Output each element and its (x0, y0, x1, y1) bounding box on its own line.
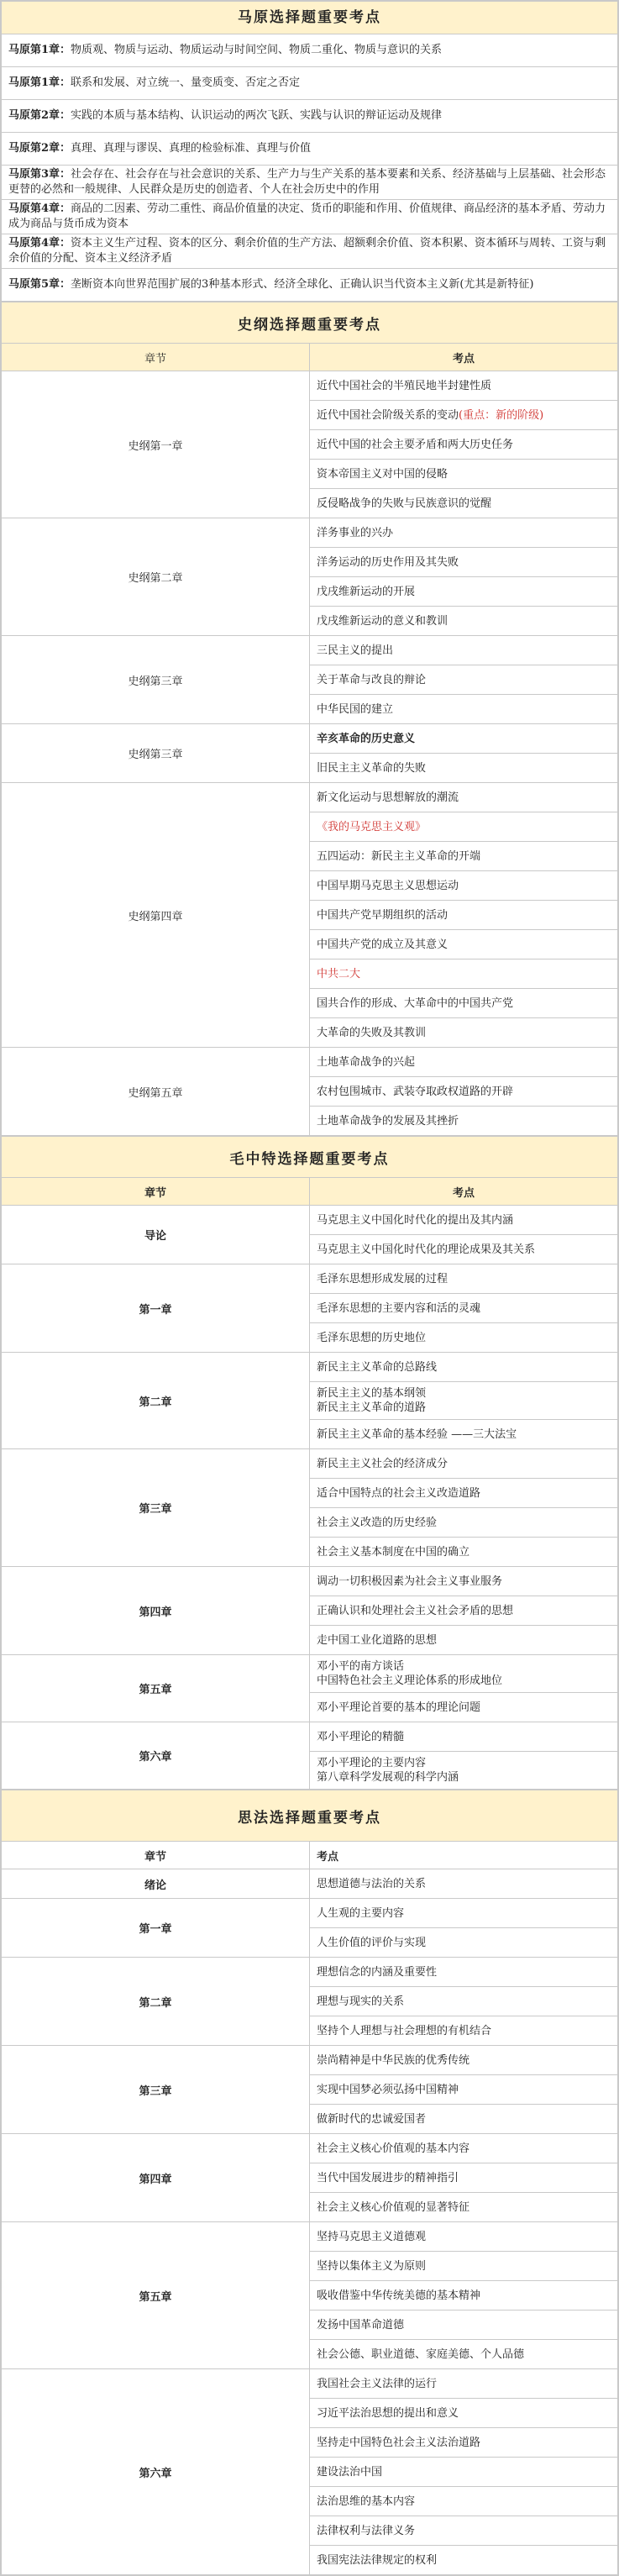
sixiu-point: 法律权利与法律义务 (310, 2516, 618, 2546)
shigang-row (2, 636, 618, 665)
mayuan-cell (2, 100, 618, 133)
shigang-point: 国共合作的形成、大革命中的中国共产党 (317, 996, 514, 1010)
shigang-point: 戊戌维新运动的开展 (317, 585, 416, 598)
shigang-point-cell (310, 783, 618, 812)
sixiu-title: 思法选择题重要考点 (2, 1790, 618, 1842)
sixiu-chapter: 第六章 (2, 2369, 310, 2575)
shigang-table (1, 302, 618, 1136)
mao-point: 新民主主义社会的经济成分 (317, 1457, 449, 1470)
sixiu-point: 实现中国梦必须弘扬中国精神 (310, 2075, 618, 2105)
shigang-row (2, 518, 618, 548)
mao-point-cell (310, 1382, 618, 1420)
shigang-point-cell (310, 989, 618, 1018)
shigang-point: 辛亥革命的历史意义 (317, 732, 416, 745)
shigang-point: 近代中国社会的半殖民地半封建性质 (317, 379, 492, 392)
mao-table (1, 1136, 618, 1790)
mao-point: 调动一切积极因素为社会主义事业服务 (317, 1575, 503, 1588)
mayuan-cell (2, 34, 618, 67)
mayuan-cell (2, 166, 618, 200)
shigang-point: 洋务事业的兴办 (317, 526, 394, 539)
shigang-point: 近代中国社会阶级关系的变动 (317, 408, 459, 422)
shigang-point: 大革命的失败及其教训 (317, 1026, 427, 1039)
sixiu-point: 法治思维的基本内容 (310, 2487, 618, 2516)
mao-chapter: 第六章 (2, 1722, 310, 1790)
mayuan-point: 联系和发展、对立统一、量变质变、否定之否定 (71, 76, 301, 89)
shigang-point: 土地革命战争的兴起 (317, 1055, 416, 1069)
mao-row (2, 1655, 618, 1693)
shigang-point: 三民主义的提出 (317, 644, 394, 657)
shigang-point: 中国共产党的成立及其意义 (317, 938, 449, 951)
shigang-point-cell (310, 959, 618, 989)
shigang-point-cell (310, 842, 618, 871)
shigang-point-note: (重点：新的阶级) (459, 408, 544, 422)
sixiu-point: 习近平法治思想的提出和意义 (310, 2399, 618, 2428)
mayuan-point: 真理、真理与谬误、真理的检验标准、真理与价值 (71, 142, 312, 155)
shigang-point: 新文化运动与思想解放的潮流 (317, 791, 459, 804)
mao-point-cell (310, 1449, 618, 1479)
mao-point: 马克思主义中国化时代化的提出及其内涵 (317, 1213, 514, 1227)
shigang-chapter: 史纲第二章 (2, 518, 310, 636)
shigang-point: 中国早期马克思主义思想运动 (317, 879, 459, 892)
mayuan-row (2, 100, 618, 133)
mao-chapter: 第五章 (2, 1655, 310, 1722)
shigang-point-cell (310, 577, 618, 607)
mayuan-table (1, 1, 618, 302)
shigang-chapter: 史纲第四章 (2, 783, 310, 1048)
mao-chapter: 第二章 (2, 1353, 310, 1449)
mao-point-cell (310, 1752, 618, 1790)
mayuan-row (2, 166, 618, 200)
mao-point: 毛泽东思想形成发展的过程 (317, 1272, 449, 1285)
shigang-point-cell (310, 518, 618, 548)
mayuan-chapter: 马原第2章： (8, 142, 71, 155)
mao-point: 第八章科学发展观的科学内涵 (317, 1771, 459, 1784)
mayuan-cell (2, 67, 618, 100)
mayuan-row (2, 200, 618, 234)
mayuan-row (2, 34, 618, 67)
mayuan-point: 物质观、物质与运动、物质运动与时间空间、物质二重化、物质与意识的关系 (71, 44, 443, 56)
sixiu-chapter: 第三章 (2, 2046, 310, 2134)
shigang-point-cell (310, 871, 618, 901)
shigang-header-point: 考点 (310, 344, 618, 371)
shigang-point: 戊戌维新运动的意义和教训 (317, 614, 449, 628)
mao-point-cell (310, 1655, 618, 1693)
sixiu-point: 建设法治中国 (310, 2458, 618, 2487)
mao-point: 正确认识和处理社会主义社会矛盾的思想 (317, 1604, 514, 1617)
mao-point: 新民主主义革命的总路线 (317, 1360, 438, 1374)
shigang-row (2, 783, 618, 812)
sixiu-point: 坚持马克思主义道德观 (310, 2222, 618, 2252)
shigang-point: 近代中国的社会主要矛盾和两大历史任务 (317, 438, 514, 451)
sixiu-row (2, 2369, 618, 2399)
mao-point-cell (310, 1206, 618, 1235)
mao-row (2, 1206, 618, 1235)
shigang-point-cell (310, 1107, 618, 1136)
sixiu-header-chapter: 章节 (2, 1842, 310, 1869)
mayuan-row (2, 133, 618, 166)
mao-point: 中国特色社会主义理论体系的形成地位 (317, 1674, 503, 1687)
sixiu-chapter: 第一章 (2, 1899, 310, 1958)
mao-point: 邓小平的南方谈话 (317, 1660, 405, 1673)
mao-point: 邓小平理论首要的基本的理论问题 (317, 1701, 481, 1714)
sixiu-point: 坚持以集体主义为原则 (310, 2252, 618, 2281)
mao-row (2, 1722, 618, 1752)
mao-point: 社会主义改造的历史经验 (317, 1516, 438, 1529)
mayuan-chapter: 马原第5章： (8, 278, 71, 291)
sixiu-point: 人生价值的评价与实现 (310, 1928, 618, 1958)
shigang-point-cell (310, 930, 618, 959)
mao-row (2, 1264, 618, 1294)
shigang-point: 洋务运动的历史作用及其失败 (317, 555, 459, 569)
sixiu-row (2, 1958, 618, 1987)
mao-chapter: 第三章 (2, 1449, 310, 1567)
mao-row (2, 1449, 618, 1479)
mayuan-point: 社会存在、社会存在与社会意识的关系、生产力与生产关系的基本要素和关系、经济基础与上层基础、社会形态更替的必然和一般规律、人民群众是历史的创造者、个人在社会历史中的作用 (8, 168, 606, 196)
shigang-row (2, 371, 618, 401)
shigang-point-cell (310, 430, 618, 460)
mao-point-cell (310, 1323, 618, 1353)
sixiu-point: 发扬中国革命道德 (310, 2311, 618, 2340)
mayuan-chapter: 马原第3章： (8, 168, 71, 181)
mao-title: 毛中特选择题重要考点 (2, 1137, 618, 1178)
shigang-point: 《我的马克思主义观》 (317, 820, 427, 833)
mayuan-chapter: 马原第1章： (8, 76, 71, 89)
mayuan-cell (2, 200, 618, 234)
mao-point: 社会主义基本制度在中国的确立 (317, 1545, 470, 1559)
mao-point-cell (310, 1353, 618, 1382)
shigang-point: 中共二大 (317, 967, 361, 980)
mao-point: 新民主主义革命的道路 (317, 1401, 427, 1414)
sixiu-row (2, 1899, 618, 1928)
mayuan-cell (2, 234, 618, 269)
mao-row (2, 1353, 618, 1382)
mao-point-cell (310, 1626, 618, 1655)
sixiu-row (2, 2046, 618, 2075)
mao-point: 马克思主义中国化时代化的理论成果及其关系 (317, 1243, 536, 1256)
mao-point: 走中国工业化道路的思想 (317, 1633, 438, 1647)
mayuan-point: 垄断资本向世界范围扩展的3种基本形式、经济全球化、正确认识当代资本主义新(尤其是新特征) (71, 278, 534, 291)
shigang-row (2, 724, 618, 754)
sixiu-point: 社会主义核心价值观的基本内容 (310, 2134, 618, 2163)
sixiu-point: 思想道德与法治的关系 (310, 1869, 618, 1899)
mayuan-chapter: 马原第4章： (8, 237, 71, 250)
shigang-point: 反侵略战争的失败与民族意识的觉醒 (317, 497, 492, 510)
sixiu-row (2, 1869, 618, 1899)
shigang-point-cell (310, 665, 618, 695)
shigang-point-cell (310, 1077, 618, 1107)
shigang-point: 农村包围城市、武装夺取政权道路的开辟 (317, 1085, 514, 1098)
shigang-point-cell (310, 812, 618, 842)
mayuan-point: 实践的本质与基本结构、认识运动的两次飞跃、实践与认识的辩证运动及规律 (71, 109, 443, 122)
sixiu-point: 做新时代的忠诚爱国者 (310, 2105, 618, 2134)
shigang-title: 史纲选择题重要考点 (2, 302, 618, 344)
sixiu-row (2, 2134, 618, 2163)
mao-point-cell (310, 1693, 618, 1722)
shigang-point: 土地革命战争的发展及其挫折 (317, 1114, 459, 1128)
mayuan-point: 资本主义生产过程、资本的区分、剩余价值的生产方法、超额剩余价值、资本积累、资本循环与周转、工资与剩余价值的分配、资本主义经济矛盾 (8, 237, 606, 265)
sixiu-point: 吸收借鉴中华传统美德的基本精神 (310, 2281, 618, 2311)
mao-header-chapter: 章节 (2, 1178, 310, 1206)
sixiu-point: 我国宪法法律规定的权利 (310, 2546, 618, 2575)
mao-point: 邓小平理论的精髓 (317, 1730, 405, 1743)
sixiu-point: 理想信念的内涵及重要性 (310, 1958, 618, 1987)
mayuan-chapter: 马原第1章： (8, 44, 71, 56)
mayuan-chapter: 马原第2章： (8, 109, 71, 122)
mao-point-cell (310, 1420, 618, 1449)
sixiu-point: 坚持走中国特色社会主义法治道路 (310, 2428, 618, 2458)
mao-header-point: 考点 (310, 1178, 618, 1206)
shigang-point-cell (310, 1048, 618, 1077)
sixiu-chapter: 第五章 (2, 2222, 310, 2369)
sixiu-point: 当代中国发展进步的精神指引 (310, 2163, 618, 2193)
shigang-point: 中国共产党早期组织的活动 (317, 908, 449, 922)
shigang-point-cell (310, 548, 618, 577)
mayuan-cell (2, 269, 618, 302)
mayuan-row (2, 67, 618, 100)
mayuan-point: 商品的二因素、劳动二重性、商品价值量的决定、货币的职能和作用、价值规律、商品经济的基本矛盾、劳动力成为商品与货币成为资本 (8, 202, 606, 230)
sixiu-point: 社会公德、职业道德、家庭美德、个人品德 (310, 2340, 618, 2369)
sixiu-chapter: 第四章 (2, 2134, 310, 2222)
shigang-point: 五四运动：新民主主义革命的开端 (317, 849, 481, 863)
sixiu-point: 崇尚精神是中华民族的优秀传统 (310, 2046, 618, 2075)
mao-point-cell (310, 1235, 618, 1264)
mao-chapter: 第四章 (2, 1567, 310, 1655)
mao-row (2, 1567, 618, 1596)
mao-point: 新民主主义的基本纲领 (317, 1387, 427, 1400)
mao-chapter: 导论 (2, 1206, 310, 1264)
shigang-point-cell (310, 371, 618, 401)
sixiu-chapter: 绪论 (2, 1869, 310, 1899)
mao-point: 适合中国特点的社会主义改造道路 (317, 1486, 481, 1500)
shigang-row (2, 1048, 618, 1077)
shigang-point-cell (310, 754, 618, 783)
mao-point-cell (310, 1294, 618, 1323)
shigang-point-cell (310, 695, 618, 724)
shigang-chapter: 史纲第三章 (2, 636, 310, 724)
mao-point-cell (310, 1479, 618, 1508)
mao-point: 毛泽东思想的主要内容和活的灵魂 (317, 1301, 481, 1315)
mao-point: 新民主主义革命的基本经验 ——三大法宝 (317, 1427, 517, 1441)
sixiu-point: 坚持个人理想与社会理想的有机结合 (310, 2016, 618, 2046)
shigang-chapter: 史纲第三章 (2, 724, 310, 783)
mao-point: 邓小平理论的主要内容 (317, 1757, 427, 1769)
mayuan-title: 马原选择题重要考点 (2, 2, 618, 34)
mao-point-cell (310, 1567, 618, 1596)
shigang-point-cell (310, 1018, 618, 1048)
mao-point-cell (310, 1508, 618, 1538)
shigang-point-cell (310, 901, 618, 930)
shigang-chapter: 史纲第五章 (2, 1048, 310, 1136)
shigang-point: 关于革命与改良的辩论 (317, 673, 427, 686)
shigang-header-chapter: 章节 (2, 344, 310, 371)
mao-point-cell (310, 1596, 618, 1626)
sixiu-header-point: 考点 (310, 1842, 618, 1869)
mayuan-cell (2, 133, 618, 166)
shigang-point-cell (310, 460, 618, 489)
sixiu-point: 人生观的主要内容 (310, 1899, 618, 1928)
shigang-point-cell (310, 401, 618, 430)
shigang-point: 资本帝国主义对中国的侵略 (317, 467, 449, 481)
shigang-point: 中华民国的建立 (317, 702, 394, 716)
mao-point-cell (310, 1538, 618, 1567)
sixiu-point: 社会主义核心价值观的显著特征 (310, 2193, 618, 2222)
mayuan-row (2, 269, 618, 302)
shigang-chapter: 史纲第一章 (2, 371, 310, 518)
sixiu-row (2, 2222, 618, 2252)
shigang-point-cell (310, 636, 618, 665)
shigang-point-cell (310, 607, 618, 636)
sixiu-point: 理想与现实的关系 (310, 1987, 618, 2016)
sixiu-point: 我国社会主义法律的运行 (310, 2369, 618, 2399)
shigang-point-cell (310, 489, 618, 518)
mayuan-chapter: 马原第4章： (8, 202, 71, 215)
mao-point: 毛泽东思想的历史地位 (317, 1331, 427, 1344)
sixiu-table (1, 1790, 618, 2575)
sixiu-chapter: 第二章 (2, 1958, 310, 2046)
mao-chapter: 第一章 (2, 1264, 310, 1353)
mayuan-row (2, 234, 618, 269)
shigang-point-cell (310, 724, 618, 754)
mao-point-cell (310, 1264, 618, 1294)
shigang-point: 旧民主主义革命的失败 (317, 761, 427, 775)
mao-point-cell (310, 1722, 618, 1752)
